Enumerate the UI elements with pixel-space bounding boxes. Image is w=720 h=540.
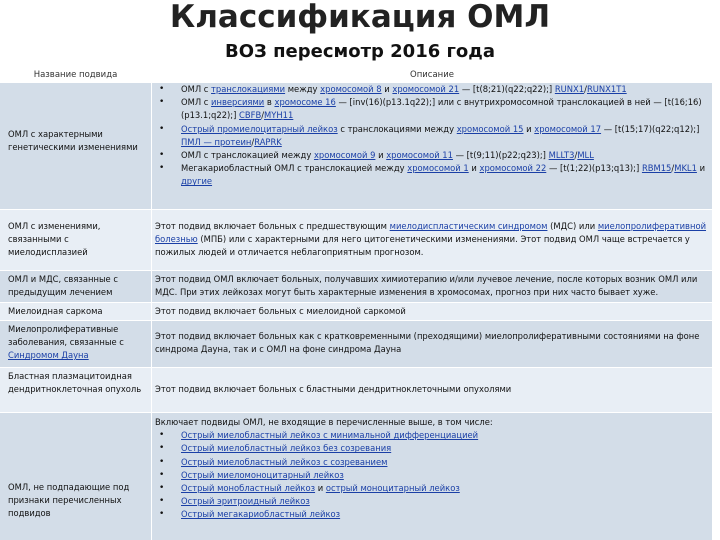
table-row-bpdcn [0, 368, 712, 412]
genetic-item-3 [155, 123, 710, 149]
text-link[interactable]: инверсиями [211, 97, 265, 108]
text-link[interactable]: другие [181, 176, 213, 187]
text-link[interactable]: ПМЛ — протеин [181, 136, 252, 147]
text-link[interactable]: хромосомой 9 [313, 150, 376, 161]
text-run: с транслокациями между [337, 123, 457, 134]
subtype-item-1 [155, 429, 710, 442]
genetic-item-1 [155, 83, 710, 96]
genetic-item-4 [155, 149, 710, 162]
text-run: — [t(15;17)(q22;q12);] [601, 123, 700, 134]
table-row-down-syndrome [0, 321, 712, 367]
subtype-item-4 [155, 469, 710, 482]
text-link[interactable]: Острый мегакариобластный лейкоз [181, 509, 341, 520]
row-description [155, 305, 710, 318]
text-run: Этот подвид ОМЛ включает больных, получавших химиотерапию и/или лучевое лечение, после которых возник ОМЛ или МДС. При этих лейкозах могут быть характерные изменения в хромосомах, прогноз при них часто бывает хуже. [155, 274, 698, 298]
text-run: и [523, 123, 535, 134]
text-run: Миелопролиферативные заболевания, связанные с [8, 324, 124, 347]
text-run: и [468, 163, 480, 174]
row-name: Миелоидная саркома [8, 306, 103, 316]
text-link[interactable]: хромосомой 8 [320, 84, 382, 94]
subtype-item-6 [155, 495, 710, 508]
table-row-nos [0, 413, 712, 540]
text-link[interactable]: RUNX1T1 [586, 84, 627, 94]
text-link[interactable]: миелодиспластическим синдромом [389, 221, 548, 231]
text-run: — [inv(16)(p13.1q22);] или с внутрихромосомной транслокацией в ней — [t(16;16)(p13.1;q22);] [181, 97, 702, 121]
text-link[interactable]: хромосомой 1 [407, 163, 469, 174]
text-run: / [261, 110, 265, 121]
text-link[interactable]: Острый промиелоцитарный лейкоз [181, 123, 338, 134]
subtype-item-2 [155, 442, 710, 455]
column-header-description: Описание [410, 70, 454, 80]
text-link[interactable]: MYH11 [264, 110, 294, 121]
column-header-name: Название подвида [33, 70, 118, 80]
text-link[interactable]: Острый миелобластный лейкоз с созреванием [181, 456, 388, 467]
text-run: — [t(9;11)(p22;q23);] [452, 150, 549, 161]
text-run: и [696, 163, 706, 174]
text-link[interactable]: Острый миелобластный лейкоз с минимальной дифференциацией [181, 430, 479, 441]
row-intro: Включает подвиды ОМЛ, не входящие в перечисленные выше, в том числе: [155, 417, 493, 427]
page-subtitle: ВОЗ пересмотр 2016 года [225, 41, 495, 62]
text-run: Этот подвид включает больных с бластными дендритноклеточными опухолями [155, 384, 512, 394]
text-link[interactable]: хромосомой 21 [392, 84, 460, 94]
text-run: — [t(1;22)(p13;q13);] [546, 163, 642, 174]
text-link[interactable]: MKL1 [674, 163, 697, 174]
row-name: ОМЛ, не подпадающие под признаки перечисленных подвидов [8, 482, 130, 518]
genetic-item-5 [155, 162, 710, 188]
row-name: ОМЛ и МДС, связанные с предыдущим лечением [8, 274, 118, 297]
text-link[interactable]: хромосомой 17 [534, 123, 602, 134]
row-description [155, 83, 710, 189]
subtype-item-7 [155, 508, 710, 521]
text-run: / [584, 84, 587, 94]
text-run: и [375, 150, 387, 161]
row-description [155, 416, 710, 522]
text-link[interactable]: MLL [577, 150, 594, 161]
text-link[interactable]: RAPRK [254, 136, 282, 147]
row-description [155, 383, 710, 396]
row-description [155, 273, 710, 299]
table-row-therapy-related [0, 271, 712, 302]
genetic-item-2 [155, 96, 710, 122]
row-name: ОМЛ с характерными генетическими изменениями [8, 129, 138, 152]
text-link[interactable]: CBFB [239, 110, 262, 121]
text-link[interactable]: Синдромом Дауна [8, 350, 89, 360]
text-run: Этот подвид включает больных с миелоидной саркомой [155, 306, 406, 316]
text-link[interactable]: Острый миелобластный лейкоз без созревания [181, 443, 392, 454]
text-run: между [285, 84, 321, 94]
text-run: и [381, 84, 393, 94]
text-link[interactable]: миелопролиферативной болезнью [155, 221, 707, 245]
text-link[interactable]: транслокациями [211, 84, 286, 94]
text-run: и [315, 483, 326, 494]
text-run: ОМЛ с транслокацией между [181, 150, 314, 161]
text-link[interactable]: острый моноцитарный лейкоз [325, 483, 460, 494]
table-row-myeloid-sarcoma [0, 303, 712, 320]
table-row-genetic [0, 83, 712, 209]
text-link[interactable]: Острый миеломоноцитарный лейкоз [181, 469, 344, 480]
text-link[interactable]: MLLT3 [548, 150, 575, 161]
text-run: Мегакариобластный ОМЛ с транслокацией между [181, 163, 408, 174]
text-run: ОМЛ с [181, 97, 212, 108]
row-name: ОМЛ с изменениями, связанными с миелодисплазией [8, 221, 101, 257]
text-link[interactable]: хромосомой 22 [479, 163, 547, 174]
text-run: / [251, 136, 255, 147]
text-link[interactable]: хромосоме 16 [274, 97, 336, 108]
subtype-item-5 [155, 482, 710, 495]
table-row-myelodysplasia [0, 210, 712, 270]
text-run: в [264, 97, 275, 108]
text-link[interactable]: хромосомой 15 [456, 123, 524, 134]
text-run: / [671, 163, 675, 174]
text-run: / [574, 150, 578, 161]
text-link[interactable]: RUNX1 [554, 84, 585, 94]
text-link[interactable]: RBM15 [641, 163, 672, 174]
text-run: Этот подвид включает больных с предшествующим [155, 221, 390, 231]
text-run: (МПБ) или с характерными для него цитогенетическими изменениями. Этот подвид ОМЛ чаще встречается у пожилых людей и отличается неблагоприятным прогнозом. [155, 234, 690, 258]
row-description [155, 220, 710, 260]
text-link[interactable]: хромосомой 11 [386, 150, 453, 161]
row-description [155, 330, 710, 356]
text-run: ОМЛ с [181, 84, 212, 94]
row-name [8, 323, 148, 362]
column-divider [151, 83, 152, 540]
text-run: — [t(8;21)(q22;q22);] [459, 84, 555, 94]
page-title: Классификация ОМЛ [169, 0, 551, 35]
text-link[interactable]: Острый монобластный лейкоз [181, 483, 316, 494]
text-run: Этот подвид включает больных как с кратковременными (преходящими) миелопролиферативными состояниями на фоне синдрома Дауна, так и с ОМЛ на фоне синдрома Дауна [155, 331, 700, 355]
row-name: Бластная плазмацитоидная дендритноклеточная опухоль [8, 371, 142, 394]
subtype-list [155, 429, 710, 521]
text-run: (МДС) или [547, 221, 598, 231]
subtype-item-3 [155, 456, 710, 469]
text-link[interactable]: Острый эритроидный лейкоз [181, 496, 310, 507]
